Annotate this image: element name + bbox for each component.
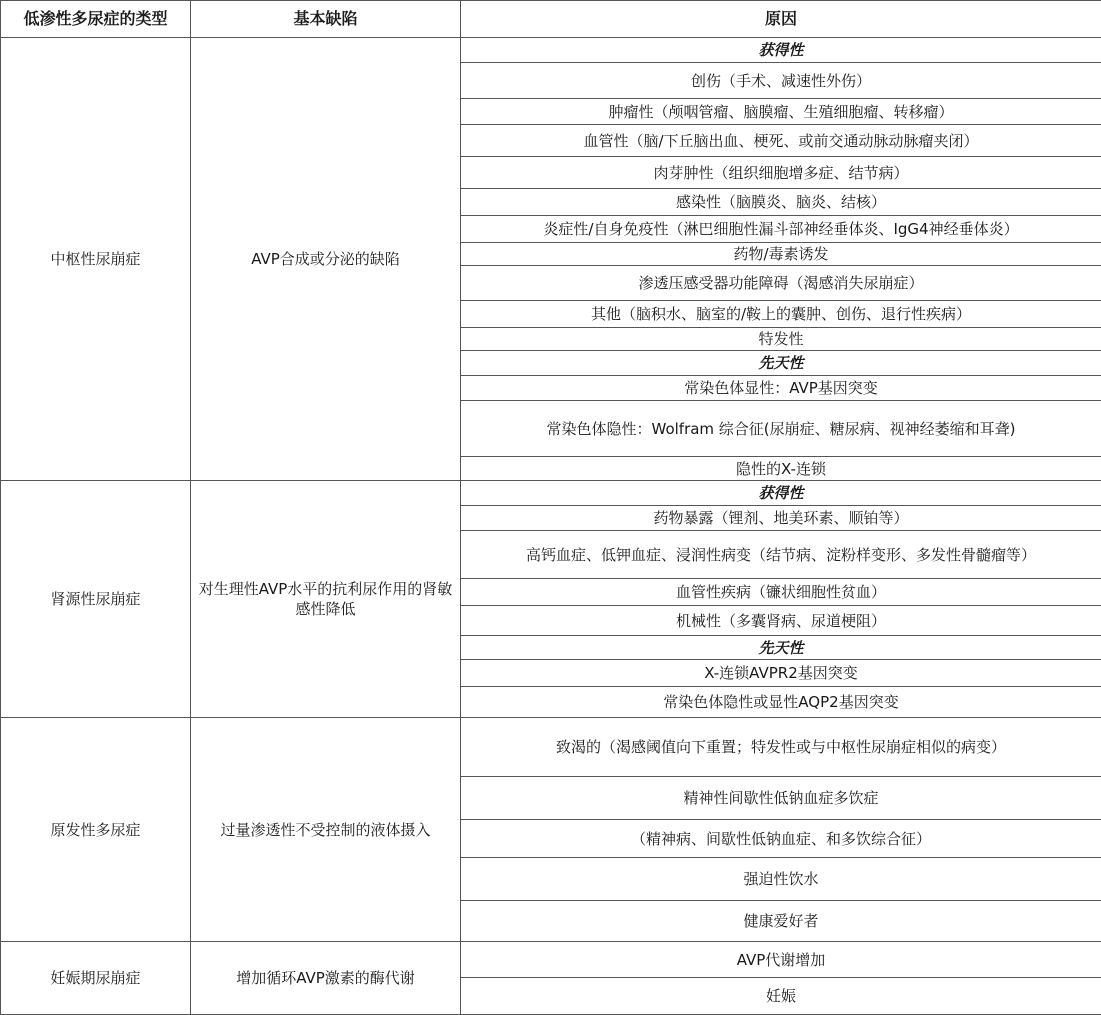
cause-cell: 特发性 [461, 328, 1101, 351]
defect-cell: AVP合成或分泌的缺陷 [191, 38, 461, 481]
cause-cell: 血管性疾病（镰状细胞性贫血） [461, 579, 1101, 606]
table-row [1, 38, 1101, 63]
type-cell: 妊娠期尿崩症 [1, 942, 191, 1015]
cause-cell: 肉芽肿性（组织细胞增多症、结节病） [461, 157, 1101, 189]
cause-cell: 血管性（脑/下丘脑出血、梗死、或前交通动脉动脉瘤夹闭） [461, 125, 1101, 157]
type-cell: 肾源性尿崩症 [1, 481, 191, 718]
cause-cell: 药物/毒素诱发 [461, 243, 1101, 266]
cause-cell: 致渴的（渴感阈值向下重置；特发性或与中枢性尿崩症相似的病变） [461, 718, 1101, 777]
header-row [1, 1, 1101, 38]
cause-cell: 高钙血症、低钾血症、浸润性病变（结节病、淀粉样变形、多发性骨髓瘤等） [461, 531, 1101, 579]
cause-cell: AVP代谢增加 [461, 942, 1101, 978]
table-row [1, 718, 1101, 777]
defect-cell: 增加循环AVP激素的酶代谢 [191, 942, 461, 1015]
header-cause: 原因 [461, 1, 1101, 38]
cause-cell: 其他（脑积水、脑室的/鞍上的囊肿、创伤、退行性疾病） [461, 301, 1101, 328]
defect-cell: 对生理性AVP水平的抗利尿作用的肾敏感性降低 [191, 481, 461, 718]
cause-cell: 创伤（手术、减速性外伤） [461, 63, 1101, 99]
cause-cell: 机械性（多囊肾病、尿道梗阻） [461, 606, 1101, 636]
cause-cell: 药物暴露（锂剂、地美环素、顺铂等） [461, 506, 1101, 531]
cause-cell: 肿瘤性（颅咽管瘤、脑膜瘤、生殖细胞瘤、转移瘤） [461, 99, 1101, 125]
header-type: 低渗性多尿症的类型 [1, 1, 191, 38]
table-row [1, 942, 1101, 978]
cause-cell: （精神病、间歇性低钠血症、和多饮综合征） [461, 820, 1101, 858]
type-cell: 中枢性尿崩症 [1, 38, 191, 481]
cause-cell: 炎症性/自身免疫性（淋巴细胞性漏斗部神经垂体炎、IgG4神经垂体炎） [461, 216, 1101, 243]
header-defect: 基本缺陷 [191, 1, 461, 38]
cause-cell: 常染色体隐性：Wolfram 综合征(尿崩症、糖尿病、视神经萎缩和耳聋) [461, 401, 1101, 457]
cause-subheading: 先天性 [461, 351, 1101, 376]
cause-cell: 强迫性饮水 [461, 858, 1101, 901]
cause-cell: 常染色体显性：AVP基因突变 [461, 376, 1101, 401]
cause-subheading: 先天性 [461, 636, 1101, 660]
cause-cell: 渗透压感受器功能障碍（渴感消失尿崩症） [461, 266, 1101, 301]
cause-cell: 健康爱好者 [461, 901, 1101, 942]
cause-cell: 精神性间歇性低钠血症多饮症 [461, 777, 1101, 820]
defect-cell: 过量渗透性不受控制的液体摄入 [191, 718, 461, 942]
type-cell: 原发性多尿症 [1, 718, 191, 942]
table-row [1, 481, 1101, 506]
cause-cell: 感染性（脑膜炎、脑炎、结核） [461, 189, 1101, 216]
cause-cell: X-连锁AVPR2基因突变 [461, 660, 1101, 687]
cause-cell: 妊娠 [461, 978, 1101, 1015]
cause-subheading: 获得性 [461, 38, 1101, 63]
cause-cell: 常染色体隐性或显性AQP2基因突变 [461, 687, 1101, 718]
cause-cell: 隐性的X-连锁 [461, 457, 1101, 481]
cause-subheading: 获得性 [461, 481, 1101, 506]
